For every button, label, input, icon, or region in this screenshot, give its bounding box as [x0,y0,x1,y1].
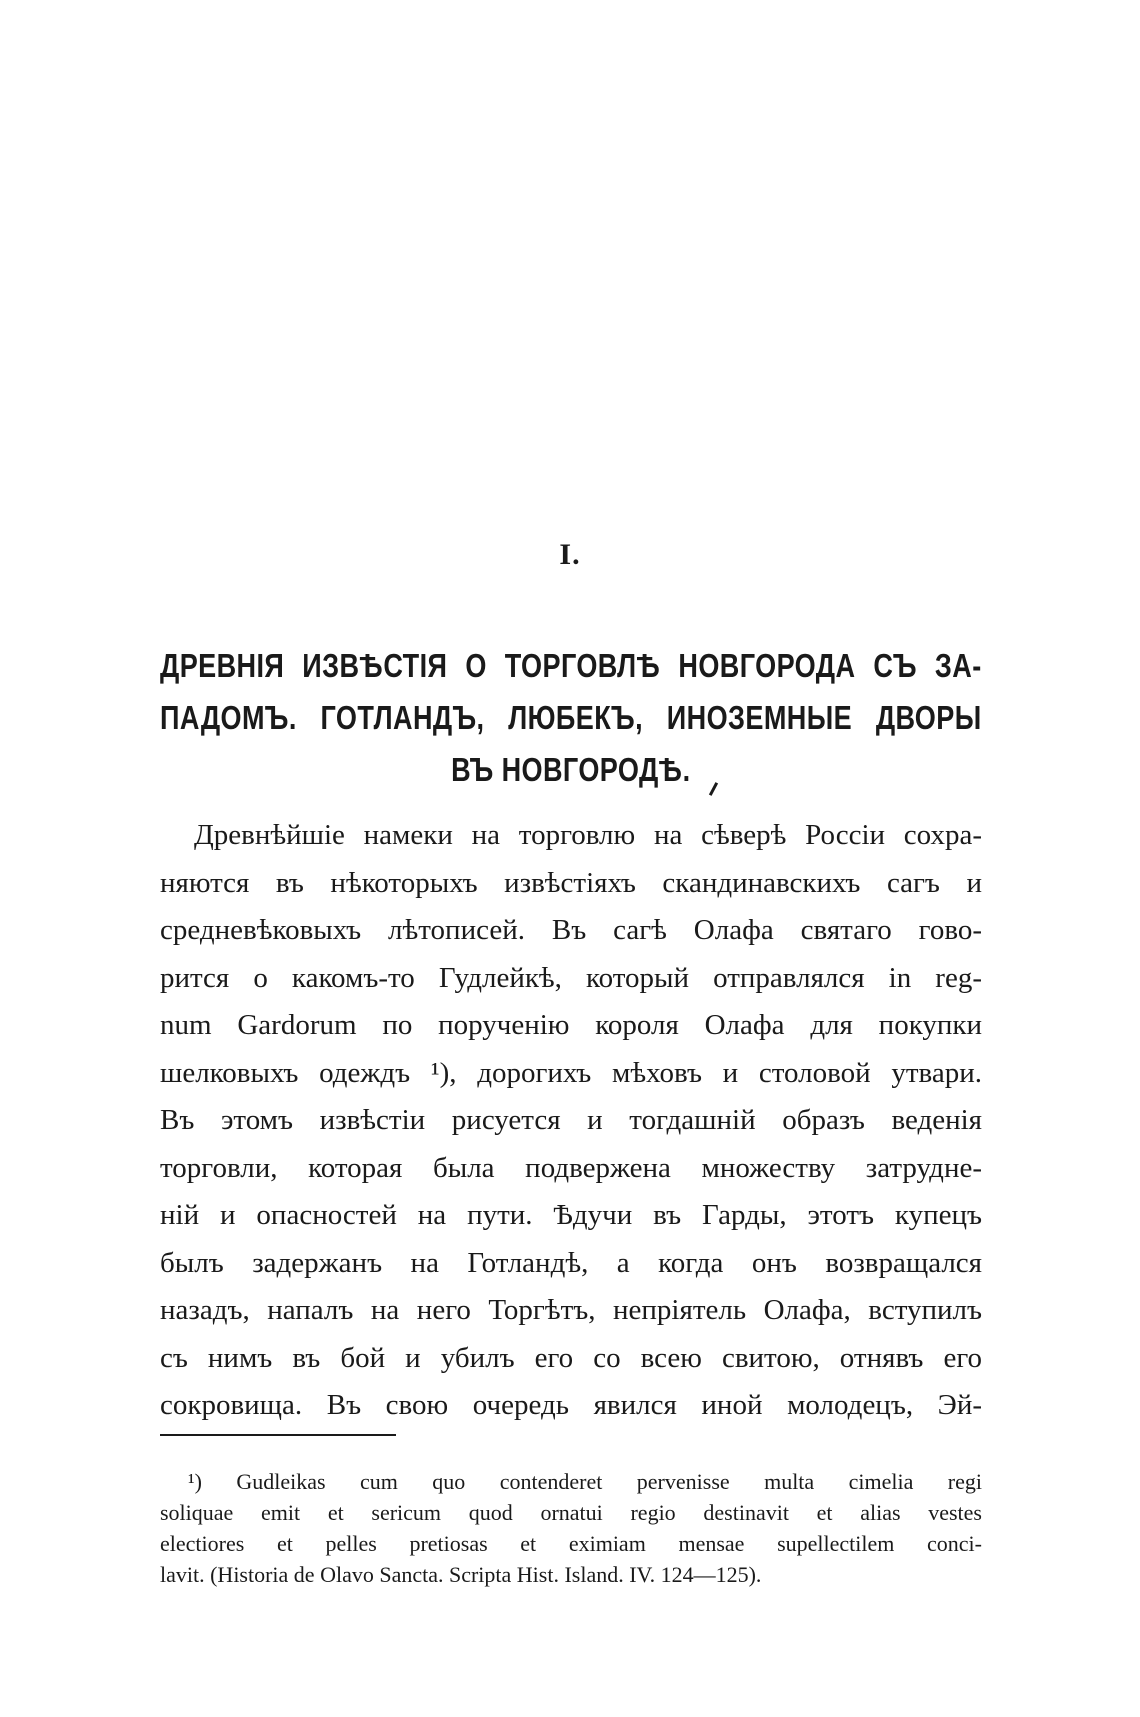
body-line: торговли, которая была подвержена множеству затрудне- [160,1151,982,1184]
body-paragraph [160,812,982,1430]
body-line: назадъ, напалъ на него Торгѣтъ, непріятель Олафа, вступилъ [160,1294,982,1326]
chapter-title-line: ПАДОМЪ. ГОТЛАНДЪ, ЛЮБЕКЪ, ИНОЗЕМНЫЕ ДВОРЫ [160,699,982,736]
footnote-line: ¹) Gudleikas cum quo contenderet pervenisse multa cimelia regi [188,1469,982,1494]
body-line: съ нимъ въ бой и убилъ его со всею свитою, отнявъ его [160,1341,982,1374]
body-line: сокровища. Въ свою очередь явился иной молодецъ, Эй- [160,1389,982,1421]
body-line: былъ задержанъ на Готландѣ, а когда онъ возвращался [160,1246,982,1279]
footnote-line: electiores et pelles pretiosas et eximiam mensae supellectilem conci- [160,1531,982,1556]
footnote-line: lavit. (Historia de Olavo Sancta. Scripta Hist. Island. IV. 124—125). [160,1562,762,1587]
footnote-separator [160,1434,396,1436]
chapter-number: I. [559,538,581,571]
body-line: Древнѣйшіе намеки на торговлю на сѣверѣ Россіи сохра- [194,819,982,851]
chapter-title [160,640,982,796]
footnote [160,1466,982,1590]
body-line: рится о какомъ-то Гудлейкѣ, который отправлялся in reg- [160,961,982,994]
body-line: няются въ нѣкоторыхъ извѣстіяхъ скандинавскихъ сагъ и [160,866,982,899]
body-line: шелковыхъ одеждъ ¹), дорогихъ мѣховъ и столовой утвари. [160,1056,982,1089]
body-line: ній и опасностей на пути. Ѣдучи въ Гарды, этотъ купецъ [160,1199,982,1231]
body-line: средневѣковыхъ лѣтописей. Въ сагѣ Олафа святаго гово- [160,914,982,946]
chapter-title-line: ВЪ НОВГОРОДѢ. [451,751,691,788]
footnote-line: soliquae emit et sericum quod ornatui regio destinavit et alias vestes [160,1500,982,1525]
body-line: Въ этомъ извѣстіи рисуется и тогдашній образъ веденія [160,1104,982,1136]
chapter-title-line: ДРЕВНІЯ ИЗВѢСТІЯ О ТОРГОВЛѢ НОВГОРОДА СЪ ЗА- [160,647,982,684]
body-line: num Gardorum по порученію короля Олафа для покупки [160,1009,982,1041]
